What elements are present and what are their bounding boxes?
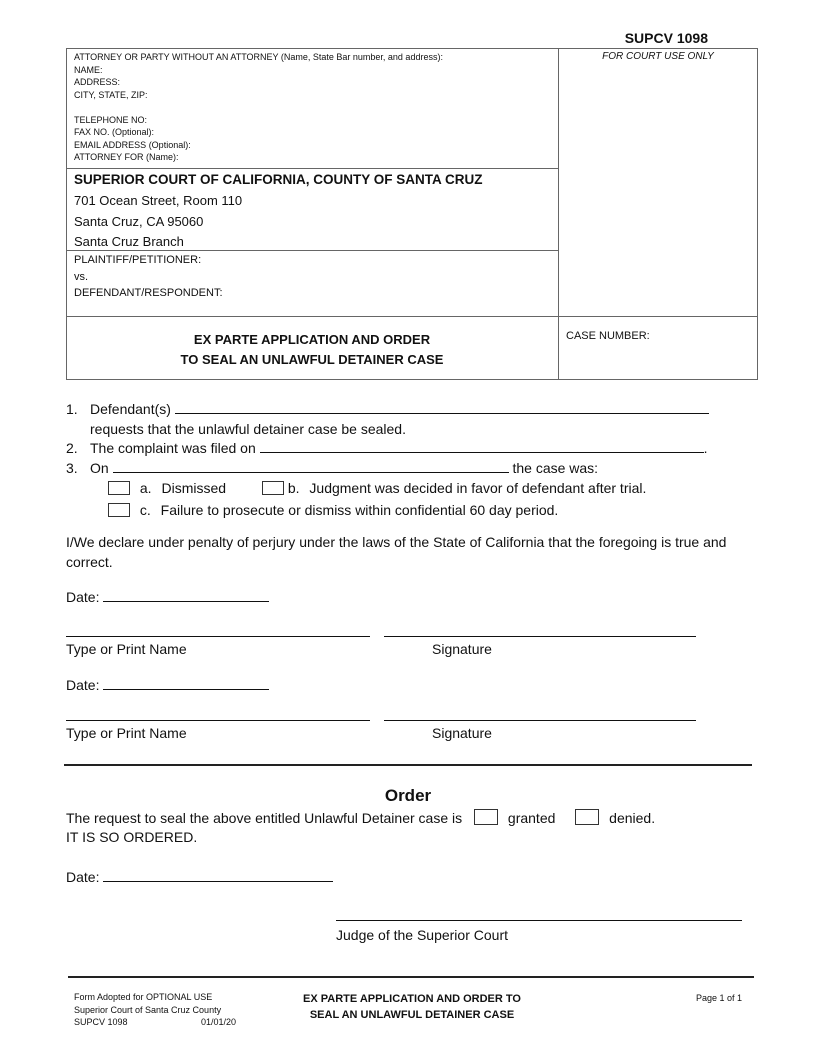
title-divider xyxy=(66,316,758,317)
judgment-checkbox[interactable] xyxy=(262,481,284,495)
footer-title-line-2: SEAL AN UNLAWFUL DETAINER CASE xyxy=(309,1009,515,1021)
granted-checkbox[interactable] xyxy=(474,809,498,825)
court-street: 701 Ocean Street, Room 110 xyxy=(74,193,243,208)
item-3-label: On xyxy=(90,459,109,476)
fax-label: FAX NO. (Optional): xyxy=(74,127,155,137)
date-label: Date: xyxy=(66,869,100,885)
form-id: SUPCV 1098 xyxy=(624,30,708,46)
declaration-text: I/We declare under penalty of perjury under the laws of the State of California that the foregoing is true and correct. xyxy=(66,534,727,570)
email-label: EMAIL ADDRESS (Optional): xyxy=(74,139,191,150)
footer-divider xyxy=(68,976,754,978)
attorney-city-label: CITY, STATE, ZIP: xyxy=(74,89,148,100)
title-line-2: TO SEAL AN UNLAWFUL DETAINER CASE xyxy=(180,352,444,367)
court-use-label: FOR COURT USE ONLY xyxy=(602,51,714,62)
item-3-options-row-1 xyxy=(66,479,756,499)
so-ordered-text: IT IS SO ORDERED. xyxy=(66,829,198,845)
item-2-number: 2. xyxy=(66,440,78,456)
attorney-name-label: NAME: xyxy=(74,64,103,75)
date-label: Date: xyxy=(66,589,100,605)
attorney-address-label: ADDRESS: xyxy=(74,77,121,87)
print-name-line-2[interactable] xyxy=(66,720,370,721)
item-3-end: the case was: xyxy=(512,459,599,476)
option-a-label: Dismissed xyxy=(161,480,227,496)
signature-line-1[interactable] xyxy=(384,636,696,637)
footer-title xyxy=(272,991,552,1023)
title-line-1: EX PARTE APPLICATION AND ORDER xyxy=(193,332,431,347)
option-b-label: Judgment was decided in favor of defendant after trial. xyxy=(309,480,647,496)
item-3-number: 3. xyxy=(66,459,78,476)
dismissed-checkbox[interactable] xyxy=(108,481,130,495)
caption-divider xyxy=(558,48,559,380)
date-row-2 xyxy=(66,676,269,696)
option-c-letter: c. xyxy=(139,501,151,518)
date-label: Date: xyxy=(66,677,100,693)
vs-label: vs. xyxy=(74,270,89,283)
item-1-continuation: requests that the unlawful detainer case be sealed. xyxy=(90,420,406,437)
order-request-text: The request to seal the above entitled Unlawful Detainer case is xyxy=(66,810,463,826)
denied-label: denied. xyxy=(609,810,656,826)
attorney-divider xyxy=(66,168,558,169)
judge-signature-line[interactable] xyxy=(336,920,742,921)
court-name: SUPERIOR COURT OF CALIFORNIA, COUNTY OF SANTA CRUZ xyxy=(74,172,483,187)
attorney-heading: ATTORNEY OR PARTY WITHOUT AN ATTORNEY (Name, State Bar number, and address): xyxy=(74,52,443,62)
footer-form-row xyxy=(74,1016,236,1029)
item-2 xyxy=(66,439,756,459)
footer-form-id: SUPCV 1098 xyxy=(74,1017,128,1027)
order-title: Order xyxy=(384,786,432,805)
item-1 xyxy=(66,400,756,420)
print-name-label-1: Type or Print Name xyxy=(66,641,187,657)
footer-court: Superior Court of Santa Cruz County xyxy=(74,1004,222,1015)
date-field-1[interactable] xyxy=(103,588,269,602)
item-1-number: 1. xyxy=(66,401,78,417)
option-a-letter: a. xyxy=(139,480,152,496)
footer-title-line-1: EX PARTE APPLICATION AND ORDER TO xyxy=(303,993,521,1005)
date-field-2[interactable] xyxy=(103,676,269,690)
order-date-row xyxy=(66,868,333,888)
parties-block[interactable] xyxy=(74,252,223,302)
print-name-label-2: Type or Print Name xyxy=(66,725,187,741)
granted-label: granted xyxy=(507,810,556,826)
item-2-period: . xyxy=(703,440,708,456)
case-number-label[interactable]: CASE NUMBER: xyxy=(566,330,650,342)
item-3 xyxy=(66,459,756,479)
defendant-name-field[interactable] xyxy=(175,400,709,414)
court-city: Santa Cruz, CA 95060 xyxy=(74,213,204,229)
print-name-line-1[interactable] xyxy=(66,636,370,637)
filed-date-field[interactable] xyxy=(260,439,704,453)
signature-label-1: Signature xyxy=(432,641,492,657)
judge-label: Judge of the Superior Court xyxy=(336,927,508,943)
application-items xyxy=(66,400,756,520)
disposition-date-field[interactable] xyxy=(113,459,509,473)
denied-checkbox[interactable] xyxy=(575,809,599,825)
defendant-label: DEFENDANT/RESPONDENT: xyxy=(74,287,223,299)
item-3-options-row-2 xyxy=(66,501,756,521)
signature-label-2: Signature xyxy=(432,725,492,741)
attorney-block[interactable] xyxy=(74,51,443,164)
document-title xyxy=(66,330,558,370)
plaintiff-label: PLAINTIFF/PETITIONER: xyxy=(74,254,202,266)
signature-line-2[interactable] xyxy=(384,720,696,721)
failure-to-prosecute-checkbox[interactable] xyxy=(108,503,130,517)
court-branch: Santa Cruz Branch xyxy=(74,234,184,249)
option-b-letter: b. xyxy=(287,480,300,496)
footer-left xyxy=(74,991,236,1029)
footer-adopted: Form Adopted for OPTIONAL USE xyxy=(74,992,213,1002)
option-c-label: Failure to prosecute or dismiss within confidential 60 day period. xyxy=(160,501,559,518)
footer-rev-date: 01/01/20 xyxy=(200,1017,236,1027)
telephone-label: TELEPHONE NO: xyxy=(74,114,148,125)
order-date-field[interactable] xyxy=(103,868,333,882)
item-2-label: The complaint was filed on xyxy=(90,440,256,456)
attorney-for-label: ATTORNEY FOR (Name): xyxy=(74,152,179,162)
page-number: Page 1 of 1 xyxy=(695,993,742,1003)
date-row-1 xyxy=(66,588,269,608)
order-request-row xyxy=(66,809,655,829)
item-1-label: Defendant(s) xyxy=(90,401,171,417)
court-block xyxy=(74,172,483,253)
section-divider xyxy=(64,764,752,766)
